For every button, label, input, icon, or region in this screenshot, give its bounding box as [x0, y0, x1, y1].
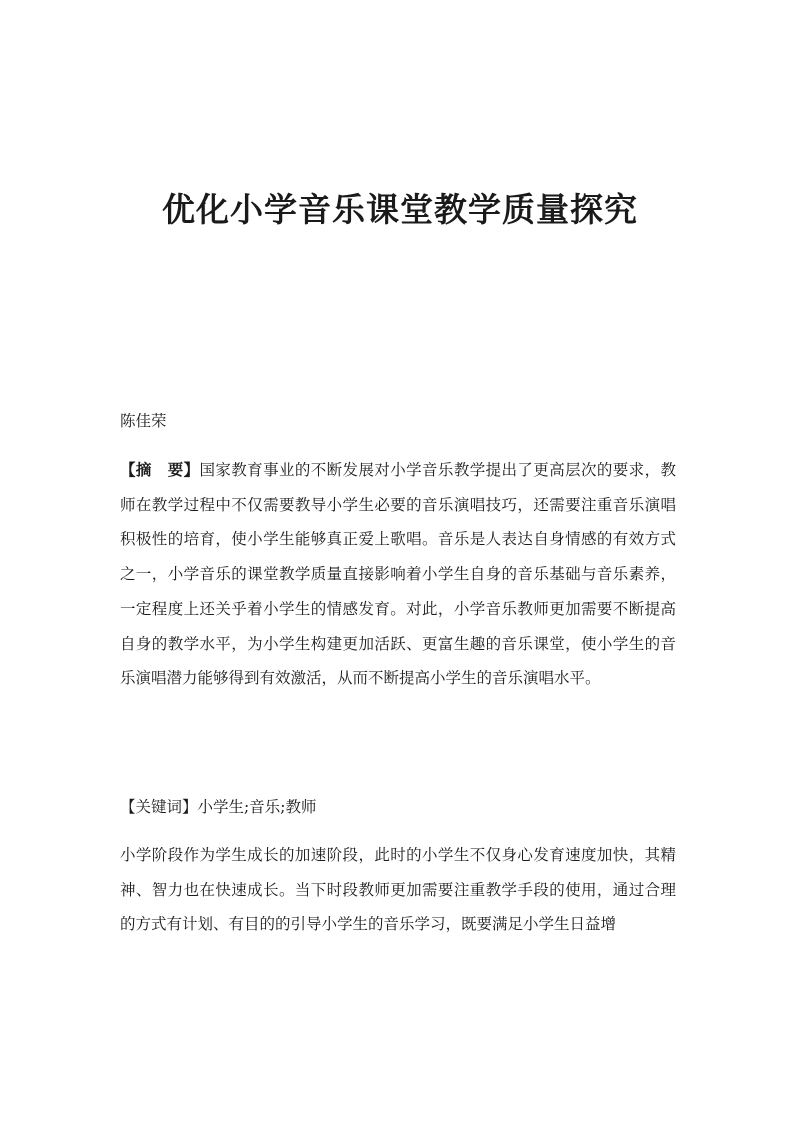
abstract-label: 【摘 要】: [120, 460, 200, 479]
author-name: 陈佳荣: [120, 412, 167, 430]
body-paragraph: 小学阶段作为学生成长的加速阶段，此时的小学生不仅身心发育速度加快，其精神、智力也在快速成长。当下时段教师更加需要注重教学手段的使用，通过合理的方式有计划、有目的的引导小学生的音乐学习，既要满足小学生日益增: [120, 846, 676, 934]
abstract-paragraph: [120, 453, 676, 696]
abstract-text: 国家教育事业的不断发展对小学音乐教学提出了更高层次的要求，教师在教学过程中不仅需要教导小学生必要的音乐演唱技巧，还需要注重音乐演唱积极性的培育，使小学生能够真正爱上歌唱。音乐是人表达自身情感的有效方式之一，小学音乐的课堂教学质量直接影响着小学生自身的音乐基础与音乐素养，一定程度上还关乎着小学生的情感发育。对此，小学音乐教师更加需要不断提高自身的教学水平，为小学生构建更加活跃、更富生趣的音乐课堂，使小学生的音乐演唱潜力能够得到有效激活，从而不断提高小学生的音乐演唱水平。: [120, 461, 676, 688]
keywords-line: [120, 790, 676, 825]
keywords-text: 小学生;音乐;教师: [197, 798, 317, 816]
document-title: 优化小学音乐课堂教学质量探究: [162, 190, 638, 229]
keywords-label: 【关键词】: [120, 798, 198, 816]
